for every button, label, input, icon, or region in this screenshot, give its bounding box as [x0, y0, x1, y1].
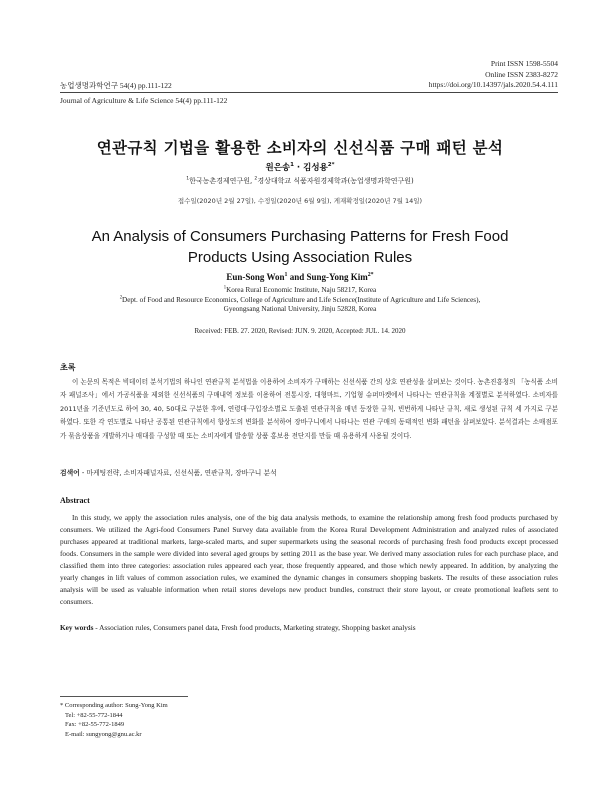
keywords-ko-label: 검색어	[60, 469, 80, 477]
author-2-ko-sup: 2*	[327, 162, 335, 169]
affil-ko-2: 경상대학교 식품자원경제학과(농업생명과학연구원)	[257, 177, 414, 185]
title-en-line-2: Products Using Association Rules	[187, 249, 413, 266]
author-sep-ko: ·	[293, 163, 304, 173]
affil-ko-sup-1: 1	[186, 176, 190, 182]
affil-ko-1: 한국농촌경제연구원,	[189, 177, 255, 185]
affil-en-3: Gyeongsang National University, Jinju 52828, Korea	[223, 305, 377, 313]
print-issn: Print ISSN 1598-5504	[490, 59, 558, 68]
abstract-ko-heading: 초록	[60, 363, 76, 372]
doi-link[interactable]: https://doi.org/10.14397/jals.2020.54.4.111	[428, 80, 558, 89]
keywords-en-label: Key words	[60, 623, 94, 632]
keywords-korean	[60, 467, 277, 477]
journal-citation-ko: 농업생명과학연구 54(4) pp.111-122	[60, 81, 172, 90]
journal-citation-en: Journal of Agriculture & Life Science 54(4) pp.111-122	[60, 96, 228, 105]
author-1-ko: 원은송	[265, 163, 291, 173]
title-en-line-1: An Analysis of Consumers Purchasing Patterns for Fresh Food	[91, 228, 509, 245]
header-divider	[60, 92, 558, 93]
affil-en-sup-2: 2	[119, 295, 123, 301]
abstract-en-heading: Abstract	[60, 496, 90, 505]
footnote-divider	[60, 696, 188, 697]
footnote-fax: Fax: +82-55-772-1849	[65, 721, 125, 728]
online-issn: Online ISSN 2383-8272	[485, 70, 558, 79]
affil-en-sup-1: 1	[223, 285, 227, 291]
keywords-ko-text: - 마케팅전략, 소비자패널자료, 신선식품, 연관규칙, 장바구니 분석	[79, 469, 277, 477]
affil-en-2: Dept. of Food and Resource Economics, College of Agriculture and Life Science(Institute of Agriculture and Life Sciences),	[122, 295, 481, 304]
affil-en-1: Korea Rural Economic Institute, Naju 58217, Korea	[226, 286, 377, 294]
abstract-ko-body: 이 논문의 목적은 빅데이터 분석기법의 하나인 연관규칙 분석법을 이용하여 소비자가 구매하는 신선식품 간의 상호 연관성을 살펴보는 것이다. 농촌진흥청의 「농식품 소비자 패널조사」에서 가공식품을 제외한 신선식품의 구매내역 정보를 이용하여 전통시장, 대형마트, 기업형 슈퍼마켓에서 나타나는 연관규칙을 계절별로 분석하였다. 소비자를 2011년을 기준년도로 하여 30, 40, 50대로 구분한 후에, 연령대·구입장소별로 도출된 연관규칙을 매년 등장한 규칙, 빈번하게 나타난 규칙, 새로 생성된 규칙 세 가지로 구분하였다. 또한 각 연도별로 나타난 공통된 연관규칙에서 향상도의 변화를 분석하여 장바구니에서 나타나는 연관 구매의 동태적인 변화 패턴을 살펴보았다. 분석결과는 소매점포가 묶음상품을 개발하거나 매대를 구성할 때 또는 소비자에게 발송할 상품 홍보용 전단지를 만들 때 유용하게 사용될 것이다.	[60, 378, 558, 440]
title-english	[40, 226, 560, 268]
affiliations-english	[40, 286, 560, 315]
keywords-en-text: - Association rules, Consumers panel data, Fresh food products, Marketing strategy, Shopping basket analysis	[93, 623, 416, 632]
footnote-email[interactable]: E-mail: sungyong@gnu.ac.kr	[65, 730, 142, 738]
authors-english	[40, 272, 560, 282]
author-2-ko: 김성용	[303, 163, 328, 173]
author-1-ko-sup: 1	[290, 162, 294, 169]
footnote-author: * Corresponding author: Sung-Yong Kim	[60, 702, 168, 709]
footnote-tel: Tel: +82-55-772-1844	[65, 711, 123, 719]
issn-block	[485, 58, 558, 80]
title-korean: 연관규칙 기법을 활용한 소비자의 신선식품 구매 패턴 분석	[96, 139, 504, 157]
author-2-en-sup: 2*	[367, 272, 374, 278]
author-sep-en: and	[287, 272, 307, 282]
received-dates-english: Received: FEB. 27. 2020, Revised: JUN. 9. 2020, Accepted: JUL. 14. 2020	[194, 327, 406, 335]
authors-korean	[40, 161, 560, 173]
abstract-en-body: In this study, we apply the association rules analysis, one of the big data analysis methods, to examine the relationship among fresh food products purchased by consumers. We utilized the Agri-food Consumers Panel Survey data available from the Korea Rural Development Administration and analyzed rules of associated purchases appeared at traditional markets, large-scaled marts, and super supermarkets using the seasonal records of purchasing fresh food products except processed foods. Consumers in the sample were divided into several aged groups by setting 2011 as the base year. We derived many association rules for each purchase place, and classified them into three categories: association rules appeared each year, those frequently appeared, and those which newly appeared. In addition, by analyzing the yearly changes in lift values of common association rules, we examined the dynamic changes in consumers shopping baskets. The results of these association rules analysis will be used as valuable information when retail stores develops new product bundles, construct their store layout, or create promotional leaflets sent to consumers.	[60, 513, 558, 606]
author-1-en: Eun-Song Won	[226, 272, 285, 282]
affiliations-korean	[40, 176, 560, 186]
received-dates-korean: 접수일(2020년 2월 27일), 수정일(2020년 6월 9일), 게재확정일(2020년 7월 14일)	[177, 197, 423, 205]
author-2-en: Sung-Yong Kim	[306, 272, 368, 282]
keywords-english	[60, 623, 416, 632]
affil-ko-sup-2: 2	[254, 176, 258, 182]
author-1-en-sup: 1	[284, 272, 288, 278]
corresponding-author-footnote	[60, 701, 168, 739]
